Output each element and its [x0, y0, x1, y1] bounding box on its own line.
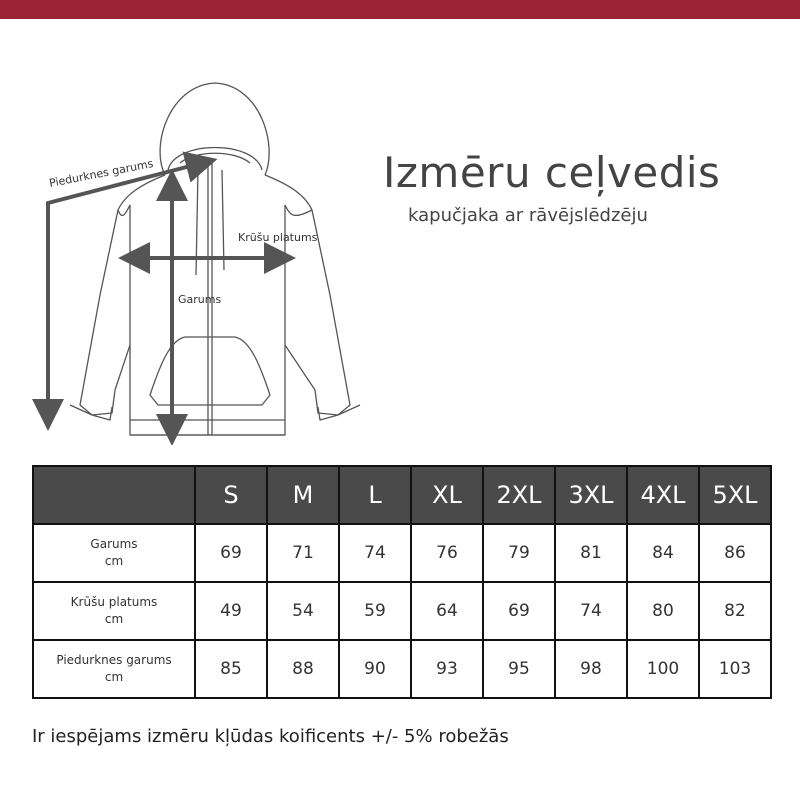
row-label-length	[33, 524, 195, 582]
size-header-4xl: 4XL	[627, 466, 699, 524]
left-sleeve-outline	[80, 175, 165, 415]
row-label-name: Piedurknes garums	[56, 653, 172, 667]
table-row-chest	[33, 582, 771, 640]
table-row-sleeve	[33, 640, 771, 698]
table-cell: 98	[555, 640, 627, 698]
size-header-2xl: 2XL	[483, 466, 555, 524]
table-cell: 93	[411, 640, 483, 698]
table-cell: 90	[339, 640, 411, 698]
table-cell: 49	[195, 582, 267, 640]
pocket-outline	[150, 337, 270, 405]
hood-outline	[160, 83, 269, 175]
table-cell: 100	[627, 640, 699, 698]
table-cell: 69	[483, 582, 555, 640]
table-cell: 69	[195, 524, 267, 582]
size-header-xl: XL	[411, 466, 483, 524]
table-cell: 88	[267, 640, 339, 698]
top-accent-bar	[0, 0, 800, 19]
table-cell: 81	[555, 524, 627, 582]
sleeve-length-arrow	[48, 163, 202, 415]
table-cell: 86	[699, 524, 771, 582]
size-header-5xl: 5XL	[699, 466, 771, 524]
row-label-unit: cm	[104, 670, 124, 684]
hoodie-illustration	[30, 45, 390, 445]
table-cell: 54	[267, 582, 339, 640]
table-cell: 76	[411, 524, 483, 582]
table-cell: 84	[627, 524, 699, 582]
row-label-name: Krūšu platums	[70, 595, 158, 609]
length-label: Garums	[178, 293, 222, 306]
row-label-unit: cm	[104, 612, 124, 626]
table-cell: 71	[267, 524, 339, 582]
row-label-chest	[33, 582, 195, 640]
table-cell: 74	[555, 582, 627, 640]
size-header-3xl: 3XL	[555, 466, 627, 524]
hoodie-diagram	[30, 45, 390, 445]
size-header-m: M	[267, 466, 339, 524]
table-cell: 103	[699, 640, 771, 698]
chest-width-label: Krūšu platums	[238, 231, 318, 244]
tolerance-note: Ir iespējams izmēru kļūdas koificents +/- 5% robežās	[32, 726, 509, 747]
page-subtitle: kapučjaka ar rāvējslēdzēju	[408, 205, 648, 226]
size-header-s: S	[195, 466, 267, 524]
row-label-unit: cm	[104, 554, 124, 568]
table-row-length	[33, 524, 771, 582]
size-table	[32, 465, 772, 699]
row-label-sleeve	[33, 640, 195, 698]
corner-cell	[33, 466, 195, 524]
table-cell: 79	[483, 524, 555, 582]
sleeve-length-label: Piedurknes garums	[48, 157, 155, 190]
size-header-l: L	[339, 466, 411, 524]
table-cell: 82	[699, 582, 771, 640]
table-cell: 59	[339, 582, 411, 640]
table-cell: 64	[411, 582, 483, 640]
size-header-row	[33, 466, 771, 524]
row-label-name: Garums	[90, 537, 138, 551]
table-cell: 80	[627, 582, 699, 640]
table-cell: 95	[483, 640, 555, 698]
page-title: Izmēru ceļvedis	[383, 148, 721, 197]
table-cell: 74	[339, 524, 411, 582]
table-cell: 85	[195, 640, 267, 698]
